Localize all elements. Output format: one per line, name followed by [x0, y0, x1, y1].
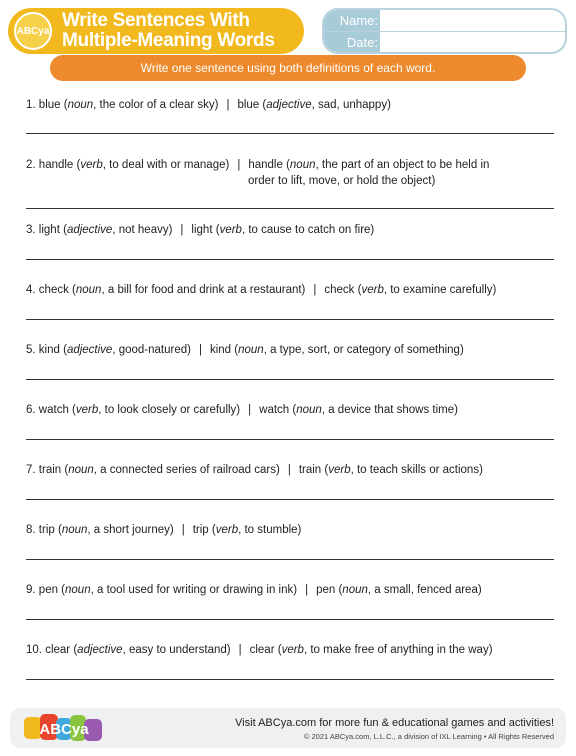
answer-line[interactable] — [26, 679, 554, 680]
item-number: 5. — [26, 344, 36, 356]
word-1: trip — [38, 524, 55, 536]
word-2: light — [191, 224, 213, 236]
word-1: kind — [38, 344, 60, 356]
title-line-1: Write Sentences With — [62, 10, 250, 31]
name-date-box — [322, 8, 567, 54]
part-of-speech-2: verb — [219, 224, 242, 236]
item-number: 3. — [26, 224, 36, 236]
definition-2: , a device that shows time) — [321, 404, 458, 416]
definition-2: , to examine carefully) — [383, 284, 497, 296]
worksheet-title — [62, 11, 298, 51]
word-item: 9. pen (noun, a tool used for writing or drawing in ink) | pen (noun, a small, fenced area) — [26, 584, 482, 596]
definition-1: , not heavy) — [112, 224, 173, 236]
divider: | — [180, 224, 184, 236]
word-1: check — [38, 284, 69, 296]
divider: | — [198, 344, 202, 356]
part-of-speech-1: noun — [65, 584, 91, 596]
definition-2: , the part of an object to be held in — [315, 159, 490, 171]
divider: | — [226, 99, 230, 111]
part-of-speech-2: verb — [361, 284, 384, 296]
definition-1: , a tool used for writing or drawing in ink) — [90, 584, 298, 596]
definition-1: , a bill for food and drink at a restaurant) — [101, 284, 306, 296]
answer-line[interactable] — [26, 319, 554, 320]
footer-logo-text: ABCya — [39, 721, 89, 738]
answer-line[interactable] — [26, 439, 554, 440]
word-item: 6. watch (verb, to look closely or carefully) | watch (noun, a device that shows time) — [26, 404, 458, 416]
part-of-speech-1: adjective — [66, 344, 113, 356]
divider: | — [305, 584, 309, 596]
word-1: pen — [38, 584, 58, 596]
divider: | — [248, 404, 252, 416]
word-2: handle — [248, 159, 283, 171]
word-2: check — [324, 284, 355, 296]
definition-2: , to stumble) — [238, 524, 302, 536]
item-number: 4. — [26, 284, 36, 296]
definition-1: , to deal with or manage) — [102, 159, 230, 171]
definition-1: , good-natured) — [112, 344, 191, 356]
definition-2: , sad, unhappy) — [311, 99, 391, 111]
part-of-speech-2: verb — [328, 464, 351, 476]
item-number: 2. — [26, 159, 36, 171]
word-item: 4. check (noun, a bill for food and drink at a restaurant) | check (verb, to examine carefully) — [26, 284, 497, 296]
part-of-speech-1: noun — [61, 524, 88, 536]
word-2: kind — [209, 344, 232, 356]
divider: | — [181, 524, 185, 536]
definition-1: , the color of a clear sky) — [93, 99, 219, 111]
definition-2: , a type, sort, or category of something) — [263, 344, 464, 356]
date-label: Date: — [346, 35, 378, 50]
divider: | — [287, 464, 291, 476]
word-1: blue — [38, 99, 61, 111]
answer-line[interactable] — [26, 379, 554, 380]
definition-2: , to make free of anything in the way) — [303, 644, 493, 656]
footer-copyright: © 2021 ABCya.com, L.L.C., a division of IXL Learning • All Rights Reserved — [303, 732, 554, 741]
title-line-2: Multiple-Meaning Words — [62, 30, 275, 51]
definition-1: , a short journey) — [87, 524, 174, 536]
word-1: clear — [45, 644, 71, 656]
word-item: 1. blue (noun, the color of a clear sky) | blue (adjective, sad, unhappy) — [26, 99, 391, 111]
instructions-banner: Write one sentence using both definitions of each word. — [50, 55, 526, 81]
part-of-speech-2: noun — [296, 404, 322, 416]
part-of-speech-2: verb — [215, 524, 239, 536]
footer-promo-text: Visit ABCya.com for more fun & educational games and activities! — [235, 717, 554, 729]
divider: | — [237, 159, 241, 171]
word-1: watch — [38, 404, 69, 416]
word-1: train — [38, 464, 62, 476]
part-of-speech-1: noun — [75, 284, 102, 296]
part-of-speech-2: verb — [281, 644, 304, 656]
answer-line[interactable] — [26, 559, 554, 560]
word-1: handle — [38, 159, 74, 171]
definition-1: , to look closely or carefully) — [98, 404, 241, 416]
word-2: train — [298, 464, 322, 476]
name-label: Name: — [339, 13, 378, 28]
word-2: pen — [316, 584, 336, 596]
answer-line[interactable] — [26, 619, 554, 620]
part-of-speech-2: noun — [289, 159, 316, 171]
abcya-footer-logo — [22, 711, 106, 745]
word-2: watch — [259, 404, 290, 416]
word-item: 2. handle (verb, to deal with or manage) | handle (noun, the part of an object to be held in order to lift, move, or hold the object) — [26, 157, 546, 189]
definition-2: , to cause to catch on fire) — [241, 224, 375, 236]
name-field[interactable] — [324, 10, 565, 32]
definition-2-continued: order to lift, move, or hold the object) — [248, 175, 436, 187]
word-2: blue — [237, 99, 260, 111]
answer-line[interactable] — [26, 499, 554, 500]
answer-line[interactable] — [26, 259, 554, 260]
definition-1: , a connected series of railroad cars) — [93, 464, 280, 476]
item-number: 8. — [26, 524, 36, 536]
word-1: light — [38, 224, 60, 236]
item-number: 7. — [26, 464, 36, 476]
word-item: 8. trip (noun, a short journey) | trip (verb, to stumble) — [26, 524, 302, 536]
word-item: 5. kind (adjective, good-natured) | kind (noun, a type, sort, or category of something) — [26, 344, 464, 356]
word-item: 10. clear (adjective, easy to understand) | clear (verb, to make free of anything in the way) — [26, 644, 493, 656]
part-of-speech-1: noun — [68, 464, 94, 476]
logo-badge-text: ABCya — [16, 25, 50, 37]
date-field[interactable] — [324, 32, 565, 53]
word-2: clear — [249, 644, 275, 656]
part-of-speech-2: noun — [342, 584, 368, 596]
part-of-speech-1: adjective — [77, 644, 123, 656]
part-of-speech-1: verb — [80, 159, 103, 171]
definition-2: , to teach skills or actions) — [350, 464, 483, 476]
divider: | — [238, 644, 242, 656]
part-of-speech-2: adjective — [266, 99, 312, 111]
word-2: trip — [192, 524, 209, 536]
part-of-speech-1: verb — [75, 404, 99, 416]
item-number: 1. — [26, 99, 36, 111]
item-number: 9. — [26, 584, 36, 596]
part-of-speech-1: adjective — [66, 224, 113, 236]
word-item: 7. train (noun, a connected series of railroad cars) | train (verb, to teach skills or actions) — [26, 464, 483, 476]
definition-1: , easy to understand) — [122, 644, 231, 656]
item-number: 6. — [26, 404, 36, 416]
word-item: 3. light (adjective, not heavy) | light (verb, to cause to catch on fire) — [26, 224, 375, 236]
answer-line[interactable] — [26, 133, 554, 134]
divider: | — [313, 284, 317, 296]
part-of-speech-1: noun — [67, 99, 94, 111]
part-of-speech-2: noun — [238, 344, 264, 356]
abcya-logo-badge — [14, 12, 52, 50]
item-number: 10. — [26, 644, 42, 656]
definition-2: , a small, fenced area) — [367, 584, 482, 596]
answer-line[interactable] — [26, 208, 554, 209]
